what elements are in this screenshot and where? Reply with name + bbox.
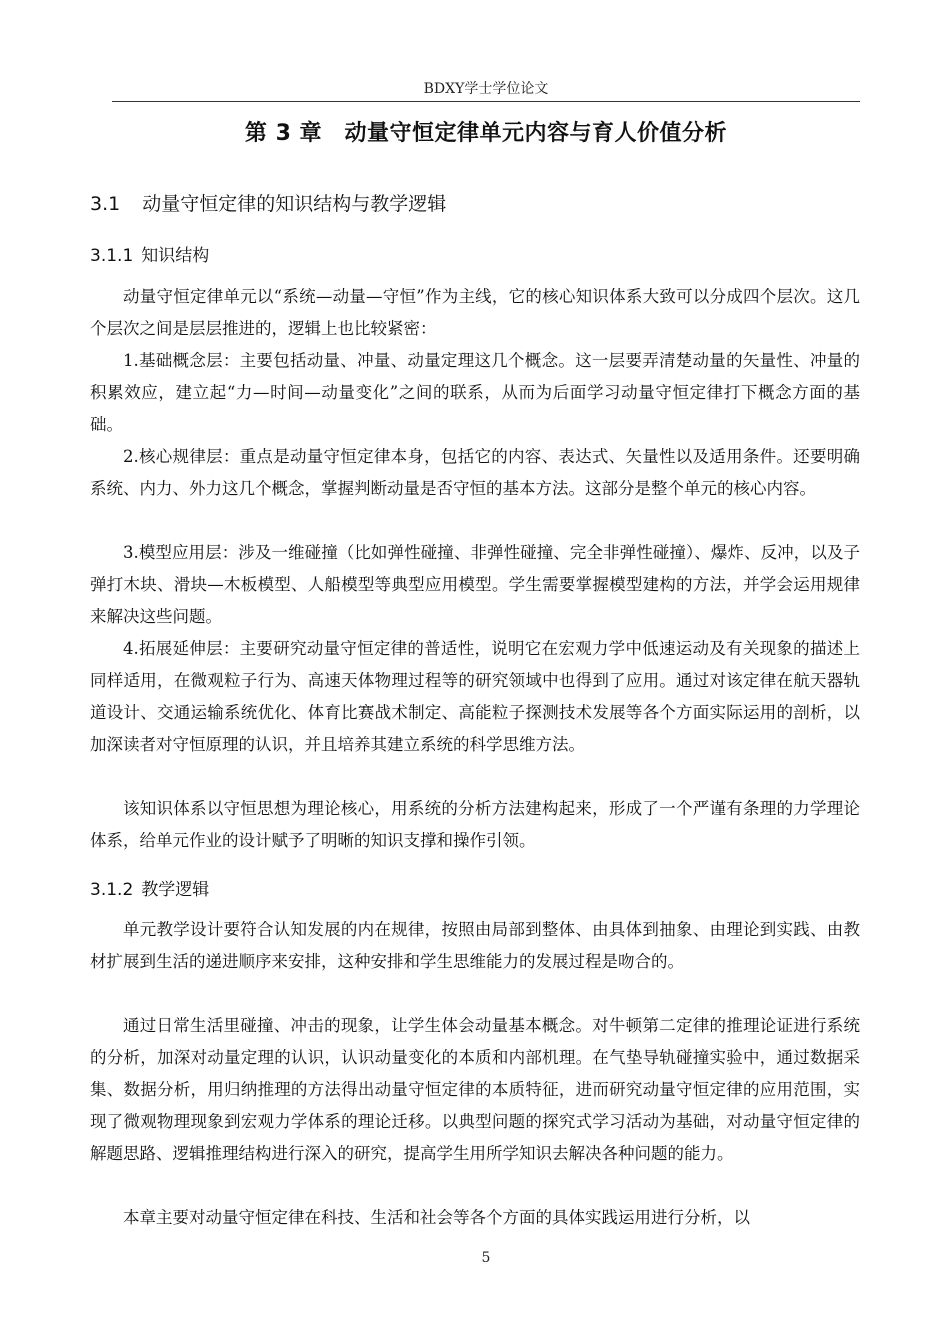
paragraph: 动量守恒定律单元以“系统—动量—守恒”作为主线，它的核心知识体系大致可以分成四个层次。这几个层次之间是层层推进的，逻辑上也比较紧密：: [90, 287, 860, 338]
subsection-number: 3.1.1: [90, 246, 134, 266]
paragraph: 本章主要对动量守恒定律在科技、生活和社会等各个方面的具体实践运用进行分析，以: [123, 1208, 750, 1227]
paragraph: 4.拓展延伸层：主要研究动量守恒定律的普适性，说明它在宏观力学中低速运动及有关现象的描述上同样适用，在微观粒子行为、高速天体物理过程等的研究领域中也得到了应用。通过对该定律在航天器轨道设计、交通运输系统优化、体育比赛战术制定、高能粒子探测技术发展等各个方面实际运用的剖析，以加深读者对守恒原理的认识，并且培养其建立系统的科学思维方法。: [90, 639, 860, 754]
page-number: 5: [481, 1250, 491, 1266]
section-heading-3-1: [90, 189, 446, 216]
header-rule: [112, 101, 860, 102]
subsection-number: 3.1.2: [90, 880, 134, 900]
paragraph: 通过日常生活里碰撞、冲击的现象，让学生体会动量基本概念。对牛顿第二定律的推理论证进行系统的分析，加深对动量定理的认识，认识动量变化的本质和内部机理。在气垫导轨碰撞实验中，通过数据采集、数据分析，用归纳推理的方法得出动量守恒定律的本质特征，进而研究动量守恒定律的应用范围，实现了微观物理现象到宏观力学体系的理论迁移。以典型问题的探究式学习活动为基础，对动量守恒定律的解题思路、逻辑推理结构进行深入的研究，提高学生用所学知识去解决各种问题的能力。: [90, 1016, 860, 1163]
subsection-heading-3-1-1: [90, 241, 209, 266]
chapter-title: 第 3 章 动量守恒定律单元内容与育人价值分析: [244, 121, 728, 146]
subsection-title: 教学逻辑: [141, 880, 210, 900]
paragraph: 3.模型应用层：涉及一维碰撞（比如弹性碰撞、非弹性碰撞、完全非弹性碰撞）、爆炸、反冲，以及子弹打木块、滑块—木板模型、人船模型等典型应用模型。学生需要掌握模型建构的方法，并学会运用规律来解决这些问题。: [90, 543, 860, 626]
paragraph: 该知识体系以守恒思想为理论核心，用系统的分析方法建构起来，形成了一个严谨有条理的力学理论体系，给单元作业的设计赋予了明晰的知识支撑和操作引领。: [90, 799, 860, 850]
section-title: 动量守恒定律的知识结构与教学逻辑: [142, 193, 447, 215]
subsection-heading-3-1-2: [90, 875, 209, 900]
section-number: 3.1: [90, 193, 121, 215]
paragraph: 1.基础概念层：主要包括动量、冲量、动量定理这几个概念。这一层要弄清楚动量的矢量性、冲量的积累效应，建立起“力—时间—动量变化”之间的联系，从而为后面学习动量守恒定律打下概念方面的基础。: [90, 351, 860, 434]
paragraph: 单元教学设计要符合认知发展的内在规律，按照由局部到整体、由具体到抽象、由理论到实践、由教材扩展到生活的递进顺序来安排，这种安排和学生思维能力的发展过程是吻合的。: [90, 920, 860, 971]
running-header: BDXY学士学位论文: [423, 81, 549, 97]
subsection-title: 知识结构: [141, 246, 210, 266]
paragraph: 2.核心规律层：重点是动量守恒定律本身，包括它的内容、表达式、矢量性以及适用条件。还要明确系统、内力、外力这几个概念，掌握判断动量是否守恒的基本方法。这部分是整个单元的核心内容。: [90, 447, 860, 498]
